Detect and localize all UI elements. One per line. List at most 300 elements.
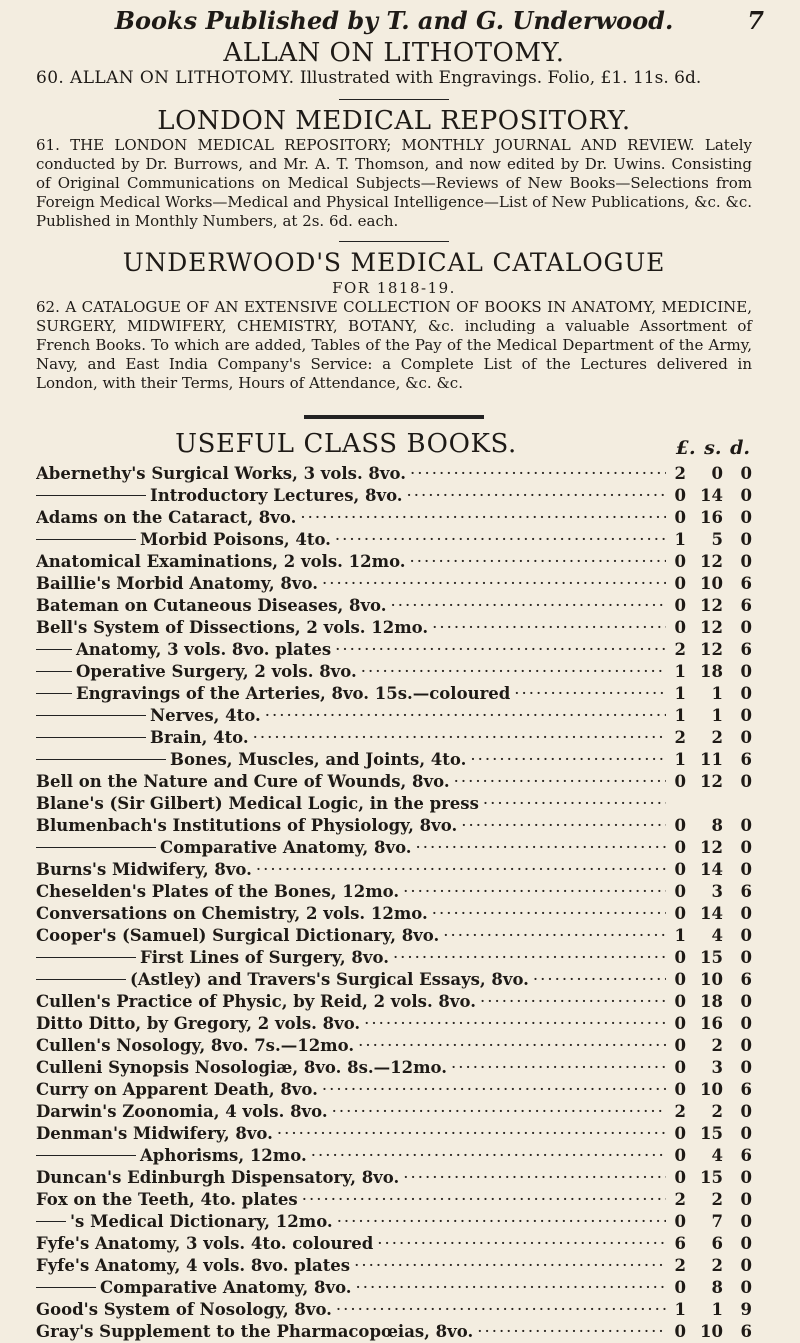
price-shillings: 2 xyxy=(711,1036,723,1055)
price-pence: 0 xyxy=(740,838,752,857)
book-row xyxy=(36,485,752,507)
book-title-text: Gray's Supplement to the Pharmacopœias, 8vo. xyxy=(36,1322,474,1341)
book-title xyxy=(36,837,412,859)
price-shillings: 2 xyxy=(711,728,723,747)
price-pounds: 2 xyxy=(674,464,686,483)
price-shillings: 8 xyxy=(711,1278,723,1297)
price-pence: 0 xyxy=(740,1278,752,1297)
book-row xyxy=(36,595,752,617)
price-shillings: 3 xyxy=(711,882,723,901)
ditto-rule xyxy=(36,759,166,760)
price-shillings: 7 xyxy=(711,1212,723,1231)
book-title-text: First Lines of Surgery, 8vo. xyxy=(140,948,389,967)
page xyxy=(36,0,764,1343)
price-pounds: 0 xyxy=(674,486,686,505)
price-pence: 0 xyxy=(740,816,752,835)
price-pounds: 6 xyxy=(674,1234,686,1253)
price-pence: 0 xyxy=(740,1190,752,1209)
price-pounds: 0 xyxy=(674,970,686,989)
price-pounds: 1 xyxy=(674,706,686,725)
book-title xyxy=(36,969,529,991)
price-pounds: 0 xyxy=(674,1124,686,1143)
book-title-text: Engravings of the Arteries, 8vo. 15s.—coloured xyxy=(76,684,511,703)
price-pence: 0 xyxy=(740,926,752,945)
book-title xyxy=(36,529,331,551)
book-row xyxy=(36,837,752,859)
price xyxy=(670,617,752,639)
price xyxy=(670,815,752,837)
price-pounds: 1 xyxy=(674,750,686,769)
book-row xyxy=(36,1101,752,1123)
book-title xyxy=(36,1321,473,1343)
price-pence: 0 xyxy=(740,684,752,703)
book-row xyxy=(36,1211,752,1233)
book-title-text: Bell's System of Dissections, 2 vols. 12mo. xyxy=(36,618,429,637)
book-title-text: Brain, 4to. xyxy=(150,728,249,747)
book-title xyxy=(36,881,399,903)
price-pence: 6 xyxy=(740,750,752,769)
price xyxy=(670,1079,752,1101)
leader-dots xyxy=(364,1013,666,1035)
book-title xyxy=(36,551,406,573)
book-title xyxy=(36,991,476,1013)
leader-dots xyxy=(454,771,666,793)
price-pence: 0 xyxy=(740,662,752,681)
book-title-text: Introductory Lectures, 8vo. xyxy=(150,486,403,505)
price-pence: 0 xyxy=(740,1102,752,1121)
price-pounds: 0 xyxy=(674,1014,686,1033)
book-title xyxy=(36,1145,307,1167)
book-title-text: Good's System of Nosology, 8vo. xyxy=(36,1300,332,1319)
price-pence: 9 xyxy=(740,1300,752,1319)
price-shillings: 15 xyxy=(700,948,723,967)
lithotomy-entry xyxy=(36,68,752,89)
book-title-text: Conversations on Chemistry, 2 vols. 12mo. xyxy=(36,904,428,923)
book-title xyxy=(36,617,428,639)
book-row xyxy=(36,1035,752,1057)
price-shillings: 4 xyxy=(711,1146,723,1165)
price-shillings: 0 xyxy=(711,464,723,483)
book-title-text: Morbid Poisons, 4to. xyxy=(140,530,331,549)
price-pence: 0 xyxy=(740,1058,752,1077)
price-pence: 0 xyxy=(740,860,752,879)
leader-dots xyxy=(335,639,666,661)
price-pounds: 0 xyxy=(674,508,686,527)
price-pence: 0 xyxy=(740,486,752,505)
price-pounds: 0 xyxy=(674,860,686,879)
book-title xyxy=(36,727,249,749)
price xyxy=(670,1013,752,1035)
price-pence: 0 xyxy=(740,1014,752,1033)
book-row xyxy=(36,551,752,573)
price-shillings: 2 xyxy=(711,1256,723,1275)
price-pounds: 0 xyxy=(674,882,686,901)
price-shillings: 14 xyxy=(700,486,723,505)
price-shillings: 1 xyxy=(711,706,723,725)
leader-dots xyxy=(300,507,666,529)
price xyxy=(670,639,752,661)
price xyxy=(670,1321,752,1343)
ditto-rule xyxy=(36,957,136,958)
price-shillings: 18 xyxy=(700,662,723,681)
price xyxy=(670,529,752,551)
price xyxy=(670,573,752,595)
leader-dots xyxy=(403,1167,666,1189)
price-pounds: 0 xyxy=(674,772,686,791)
ditto-rule xyxy=(36,539,136,540)
book-row xyxy=(36,1145,752,1167)
book-row xyxy=(36,507,752,529)
book-title-text: Baillie's Morbid Anatomy, 8vo. xyxy=(36,574,318,593)
book-title xyxy=(36,1035,354,1057)
price-shillings: 10 xyxy=(700,1080,723,1099)
price-pence: 6 xyxy=(740,970,752,989)
price xyxy=(670,1211,752,1233)
leader-dots xyxy=(337,1211,666,1233)
book-title xyxy=(36,859,252,881)
leader-dots xyxy=(393,947,666,969)
book-title xyxy=(36,1167,399,1189)
book-row xyxy=(36,1013,752,1035)
price-pounds: 0 xyxy=(674,904,686,923)
price-shillings: 11 xyxy=(700,750,723,769)
price-pounds: 0 xyxy=(674,596,686,615)
leader-dots xyxy=(356,1277,666,1299)
page-number: 7 xyxy=(747,6,764,35)
price-shillings: 14 xyxy=(700,860,723,879)
book-row xyxy=(36,1277,752,1299)
repository-entry: 61. THE LONDON MEDICAL REPOSITORY; MONTHLY JOURNAL AND REVIEW. Lately conducted by Dr. Burrows, and Mr. A. T. Thomson, and now edited by Dr. Uwins. Consisting of Original Communications on Medical Subjects—Reviews of New Books—Selections from Foreign Medical Works—Medical and Physical Intelligence—List of New Publications, &c. &c. Published in Monthly Numbers, at 2s. 6d. each. xyxy=(36,136,752,230)
leader-dots xyxy=(432,903,666,925)
price-pounds: 0 xyxy=(674,1146,686,1165)
ditto-rule xyxy=(36,979,126,980)
book-title-text: Cheselden's Plates of the Bones, 12mo. xyxy=(36,882,400,901)
price-shillings: 6 xyxy=(711,1234,723,1253)
book-row xyxy=(36,1321,752,1343)
price-shillings: 2 xyxy=(711,1190,723,1209)
price-shillings: 14 xyxy=(700,904,723,923)
price-pence: 0 xyxy=(740,618,752,637)
book-title xyxy=(36,683,510,705)
leader-dots xyxy=(416,837,666,859)
price-pounds: 0 xyxy=(674,574,686,593)
price-shillings: 3 xyxy=(711,1058,723,1077)
leader-dots xyxy=(391,595,666,617)
price-pence: 6 xyxy=(740,882,752,901)
price-pounds: 0 xyxy=(674,552,686,571)
book-row xyxy=(36,749,752,771)
repository-heading: LONDON MEDICAL REPOSITORY. xyxy=(157,106,631,136)
price-shillings: 12 xyxy=(700,596,723,615)
price-pounds: 0 xyxy=(674,1168,686,1187)
book-row xyxy=(36,683,752,705)
price-pence: 0 xyxy=(740,706,752,725)
leader-dots xyxy=(470,749,666,771)
price-pence: 6 xyxy=(740,574,752,593)
price-pounds: 1 xyxy=(674,662,686,681)
price-pounds: 2 xyxy=(674,1190,686,1209)
ditto-rule xyxy=(36,847,156,848)
price xyxy=(670,1035,752,1057)
book-title-text: Ditto Ditto, by Gregory, 2 vols. 8vo. xyxy=(36,1014,361,1033)
price-pounds: 0 xyxy=(674,1212,686,1231)
price-pence: 0 xyxy=(740,1124,752,1143)
price-pounds: 0 xyxy=(674,992,686,1011)
price xyxy=(670,661,752,683)
book-title-text: Operative Surgery, 2 vols. 8vo. xyxy=(76,662,357,681)
book-title-text: Fyfe's Anatomy, 3 vols. 4to. coloured xyxy=(36,1234,374,1253)
book-title-text: Cooper's (Samuel) Surgical Dictionary, 8vo. xyxy=(36,926,440,945)
book-title-text: Bateman on Cutaneous Diseases, 8vo. xyxy=(36,596,387,615)
leader-dots xyxy=(354,1255,666,1277)
price-shillings: 4 xyxy=(711,926,723,945)
price-pence: 6 xyxy=(740,1146,752,1165)
price xyxy=(670,1057,752,1079)
price-pounds: 0 xyxy=(674,838,686,857)
price xyxy=(670,925,752,947)
book-row xyxy=(36,1057,752,1079)
book-title-text: Bones, Muscles, and Joints, 4to. xyxy=(170,750,467,769)
leader-dots xyxy=(477,1321,666,1343)
book-row xyxy=(36,969,752,991)
book-title xyxy=(36,1123,273,1145)
book-row xyxy=(36,925,752,947)
book-title-text: Duncan's Edinburgh Dispensatory, 8vo. xyxy=(36,1168,400,1187)
book-title-text: Curry on Apparent Death, 8vo. xyxy=(36,1080,318,1099)
price xyxy=(670,1101,752,1123)
book-title-text: Burns's Midwifery, 8vo. xyxy=(36,860,252,879)
price-shillings: 18 xyxy=(700,992,723,1011)
price xyxy=(670,683,752,705)
book-title xyxy=(36,661,357,683)
book-row xyxy=(36,1299,752,1321)
book-row xyxy=(36,947,752,969)
book-title xyxy=(36,749,466,771)
price-pounds: 0 xyxy=(674,618,686,637)
ditto-rule xyxy=(36,737,146,738)
book-row xyxy=(36,1079,752,1101)
leader-dots xyxy=(311,1145,666,1167)
book-title-text: Abernethy's Surgical Works, 3 vols. 8vo. xyxy=(36,464,406,483)
running-header xyxy=(36,6,764,36)
price-pence: 0 xyxy=(740,728,752,747)
book-row xyxy=(36,881,752,903)
book-title xyxy=(36,947,389,969)
price-shillings: 12 xyxy=(700,618,723,637)
book-title-text: Anatomy, 3 vols. 8vo. plates xyxy=(76,640,332,659)
price xyxy=(670,1189,752,1211)
price-shillings: 16 xyxy=(700,1014,723,1033)
book-title-text: Denman's Midwifery, 8vo. xyxy=(36,1124,273,1143)
divider xyxy=(339,241,449,242)
price-pence: 0 xyxy=(740,530,752,549)
price-pounds: 0 xyxy=(674,1278,686,1297)
price-shillings: 2 xyxy=(711,1102,723,1121)
book-title xyxy=(36,705,261,727)
leader-dots xyxy=(322,1079,666,1101)
book-title-text: Bell on the Nature and Cure of Wounds, 8vo. xyxy=(36,772,450,791)
ditto-rule xyxy=(36,671,72,672)
book-row xyxy=(36,727,752,749)
price-shillings: 10 xyxy=(700,1322,723,1341)
leader-dots xyxy=(407,485,666,507)
price-pounds: 0 xyxy=(674,1036,686,1055)
leader-dots xyxy=(256,859,666,881)
leader-dots xyxy=(335,529,666,551)
price-pence: 0 xyxy=(740,948,752,967)
divider xyxy=(339,99,449,100)
price-pounds: 1 xyxy=(674,530,686,549)
book-title-text: Comparative Anatomy, 8vo. xyxy=(100,1278,352,1297)
leader-dots xyxy=(443,925,666,947)
book-title xyxy=(36,1299,332,1321)
price-pounds: 0 xyxy=(674,1322,686,1341)
ditto-rule xyxy=(36,495,146,496)
price-shillings: 10 xyxy=(700,574,723,593)
price xyxy=(670,749,752,771)
price-pounds: 0 xyxy=(674,1058,686,1077)
price-pence: 0 xyxy=(740,552,752,571)
leader-dots xyxy=(336,1299,666,1321)
book-row xyxy=(36,859,752,881)
price-pence: 0 xyxy=(740,1256,752,1275)
price-shillings: 12 xyxy=(700,552,723,571)
book-title-text: Aphorisms, 12mo. xyxy=(140,1146,307,1165)
leader-dots xyxy=(480,991,666,1013)
book-title-text: Cullen's Practice of Physic, by Reid, 2 vols. 8vo. xyxy=(36,992,476,1011)
leader-dots xyxy=(410,463,666,485)
book-title-text: Cullen's Nosology, 8vo. 7s.—12mo. xyxy=(36,1036,355,1055)
book-title-text: Darwin's Zoonomia, 4 vols. 8vo. xyxy=(36,1102,328,1121)
price-pence: 0 xyxy=(740,508,752,527)
book-title xyxy=(36,1101,328,1123)
book-title xyxy=(36,1255,350,1277)
price-shillings: 12 xyxy=(700,640,723,659)
book-row xyxy=(36,705,752,727)
price-pounds: 0 xyxy=(674,948,686,967)
lithotomy-entry-lead: 60. ALLAN ON LITHOTOMY. xyxy=(36,68,295,88)
price xyxy=(670,991,752,1013)
leader-dots xyxy=(514,683,666,705)
leader-dots xyxy=(432,617,666,639)
book-title-text: Blumenbach's Institutions of Physiology, 8vo. xyxy=(36,816,458,835)
book-title xyxy=(36,485,403,507)
book-row xyxy=(36,1167,752,1189)
book-title xyxy=(36,793,479,815)
leader-dots xyxy=(377,1233,666,1255)
leader-dots xyxy=(403,881,666,903)
book-title xyxy=(36,507,296,529)
book-row xyxy=(36,661,752,683)
leader-dots xyxy=(410,551,666,573)
catalogue-subheading: FOR 1818-19. xyxy=(332,279,456,297)
price xyxy=(670,969,752,991)
price-shillings: 10 xyxy=(700,970,723,989)
price xyxy=(670,947,752,969)
price-pounds: 0 xyxy=(674,816,686,835)
price-shillings: 5 xyxy=(711,530,723,549)
book-title-text: Anatomical Examinations, 2 vols. 12mo. xyxy=(36,552,406,571)
ditto-rule xyxy=(36,649,72,650)
price xyxy=(670,1277,752,1299)
leader-dots xyxy=(253,727,666,749)
ditto-rule xyxy=(36,715,146,716)
price-pence: 0 xyxy=(740,1168,752,1187)
ditto-rule xyxy=(36,1221,66,1222)
book-row xyxy=(36,793,752,815)
price-shillings: 1 xyxy=(711,684,723,703)
leader-dots xyxy=(483,793,666,815)
price xyxy=(670,705,752,727)
price-pence: 0 xyxy=(740,1234,752,1253)
useful-heading: USEFUL CLASS BOOKS. xyxy=(175,429,517,459)
book-title xyxy=(36,1013,360,1035)
book-title xyxy=(36,639,331,661)
catalogue-heading: UNDERWOOD'S MEDICAL CATALOGUE xyxy=(122,248,666,277)
book-title xyxy=(36,925,439,947)
money-column-header: £. s. d. xyxy=(675,437,750,459)
book-row xyxy=(36,771,752,793)
leader-dots xyxy=(332,1101,666,1123)
price-shillings: 16 xyxy=(700,508,723,527)
lithotomy-entry-rest: Illustrated with Engravings. Folio, £1. 11s. 6d. xyxy=(299,68,702,88)
book-title-text: Comparative Anatomy, 8vo. xyxy=(160,838,412,857)
price xyxy=(670,881,752,903)
book-title xyxy=(36,815,457,837)
price-pounds: 2 xyxy=(674,1102,686,1121)
book-title xyxy=(36,463,406,485)
price xyxy=(670,1233,752,1255)
price xyxy=(670,903,752,925)
price-pence: 0 xyxy=(740,904,752,923)
book-title xyxy=(36,771,450,793)
price-shillings: 15 xyxy=(700,1168,723,1187)
book-title-text: Culleni Synopsis Nosologiæ, 8vo. 8s.—12mo. xyxy=(36,1058,448,1077)
price-pounds: 0 xyxy=(674,1080,686,1099)
price-pounds: 2 xyxy=(674,1256,686,1275)
book-title xyxy=(36,595,387,617)
price-shillings: 8 xyxy=(711,816,723,835)
leader-dots xyxy=(358,1035,666,1057)
price-shillings: 12 xyxy=(700,772,723,791)
book-row xyxy=(36,1255,752,1277)
leader-dots xyxy=(461,815,666,837)
leader-dots xyxy=(533,969,666,991)
book-title xyxy=(36,1277,352,1299)
lithotomy-heading: ALLAN ON LITHOTOMY. xyxy=(223,38,565,68)
book-row xyxy=(36,903,752,925)
book-title xyxy=(36,1211,333,1233)
book-row xyxy=(36,1233,752,1255)
price-pounds: 2 xyxy=(674,728,686,747)
price xyxy=(670,485,752,507)
header-title: Books Published by T. and G. Underwood. xyxy=(114,6,674,35)
book-title-text: (Astley) and Travers's Surgical Essays, 8vo. xyxy=(130,970,529,989)
book-row xyxy=(36,639,752,661)
price xyxy=(670,595,752,617)
book-title xyxy=(36,1233,373,1255)
book-title-text: Adams on the Cataract, 8vo. xyxy=(36,508,297,527)
price xyxy=(670,1145,752,1167)
leader-dots xyxy=(451,1057,666,1079)
price-pence: 0 xyxy=(740,464,752,483)
price xyxy=(670,859,752,881)
price xyxy=(670,551,752,573)
price-pence: 0 xyxy=(740,1036,752,1055)
price-shillings: 1 xyxy=(711,1300,723,1319)
price-pence: 6 xyxy=(740,596,752,615)
leader-dots xyxy=(322,573,666,595)
